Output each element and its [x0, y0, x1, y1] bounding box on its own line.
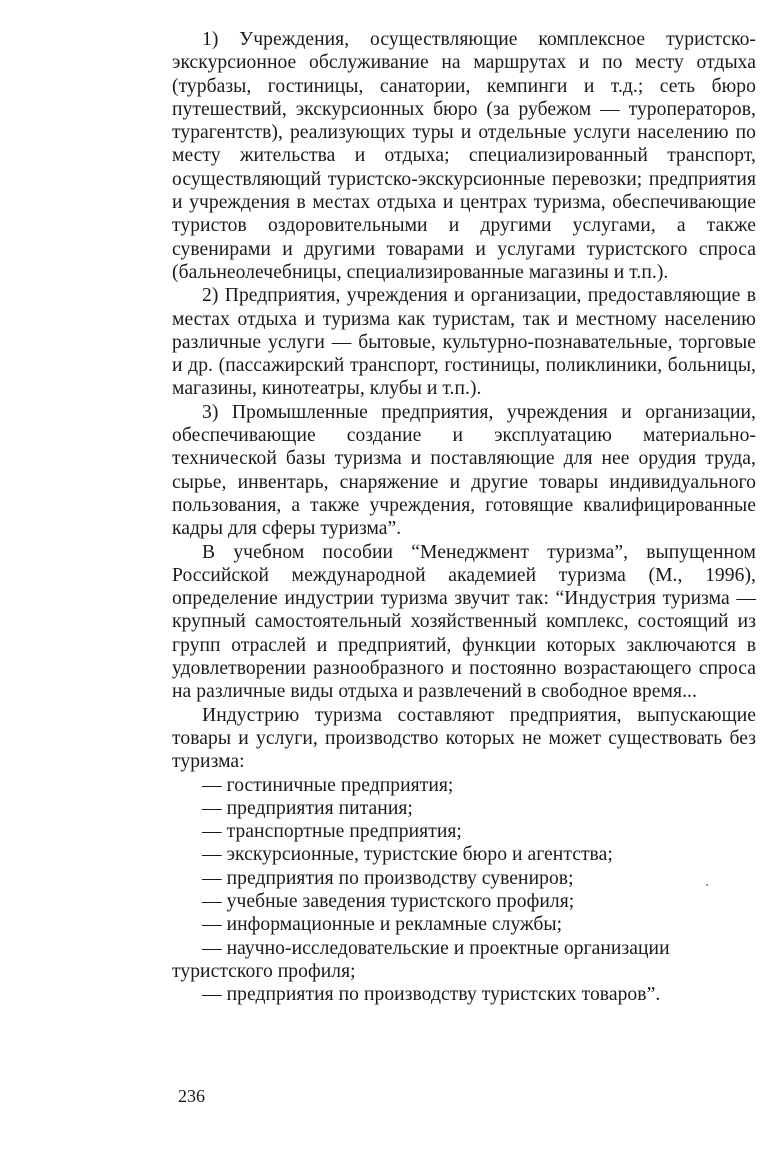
list-item: — экскурсионные, туристские бюро и агентства;	[202, 844, 613, 866]
list-item: — транспортные предприятия;	[202, 821, 462, 843]
paragraph-enterprises: 2) Предприятия, учреждения и организации, предоставляющие в местах отдыха и туризма как туристам, так и местному населению различные услуги — бытовые, культурно-познавательные, торговые и др. (пассажирский транспорт, гостиницы, поликлиники, больницы, магазины, кинотеатры, клубы и т.п.).	[172, 285, 756, 400]
list-item: — гостиничные предприятия;	[202, 774, 454, 796]
paragraph-industrial: 3) Промышленные предприятия, учреждения и организации, обеспечивающие создание и эксплуатацию материально-технической базы туризма и поставляющие для нее орудия труда, сырье, инвентарь, снаряжение и другие товары индивидуального пользования, а также учреждения, готовящие квалифицированные кадры для сферы туризма”.	[172, 401, 756, 540]
list-item: — предприятия по производству туристских товаров”.	[202, 984, 661, 1006]
list-item: — предприятия питания;	[202, 797, 413, 819]
list-item: — предприятия по производству сувениров;	[202, 867, 574, 889]
list-item: — учебные заведения туристского профиля;	[202, 890, 575, 912]
scan-artifact-dot	[706, 884, 708, 886]
industry-list	[172, 774, 756, 1007]
list-item: — научно-исследовательские и проектные организации туристского профиля;	[172, 937, 670, 982]
paragraph-industry-composition: Индустрию туризма составляют предприятия, выпускающие товары и услуги, производство которых не может существовать без туризма:	[172, 704, 756, 773]
page-number: 236	[178, 1086, 205, 1106]
book-page-text	[172, 28, 756, 1006]
list-item: — информационные и рекламные службы;	[202, 914, 563, 936]
paragraph-definition: В учебном пособии “Менеджмент туризма”, выпущенном Российской международной академией туризма (М., 1996), определение индустрии туризма звучит так: “Индустрия туризма — крупный самостоятельный хозяйственный комплекс, состоящий из групп отраслей и предприятий, функции которых заключаются в удовлетворении разнообразного и постоянно возрастающего спроса на различные виды отдыха и развлечений в свободное время...	[172, 541, 756, 703]
paragraph-institutions: 1) Учреждения, осуществляющие комплексное туристско-экскурсионное обслуживание на маршрутах и по месту отдыха (турбазы, гостиницы, санатории, кемпинги и т.д.; сеть бюро путешествий, экскурсионных бюро (за рубежом — туроператоров, турагентств), реализующих туры и отдельные услуги населению по месту жительства и отдыха; специализированный транспорт, осуществляющий туристско-экскурсионные перевозки; предприятия и учреждения в местах отдыха и центрах туризма, обеспечивающие туристов оздоровительными и другими услугами, а также сувенирами и другими товарами и услугами туристского спроса (бальнеолечебницы, специализированные магазины и т.п.).	[172, 29, 756, 283]
